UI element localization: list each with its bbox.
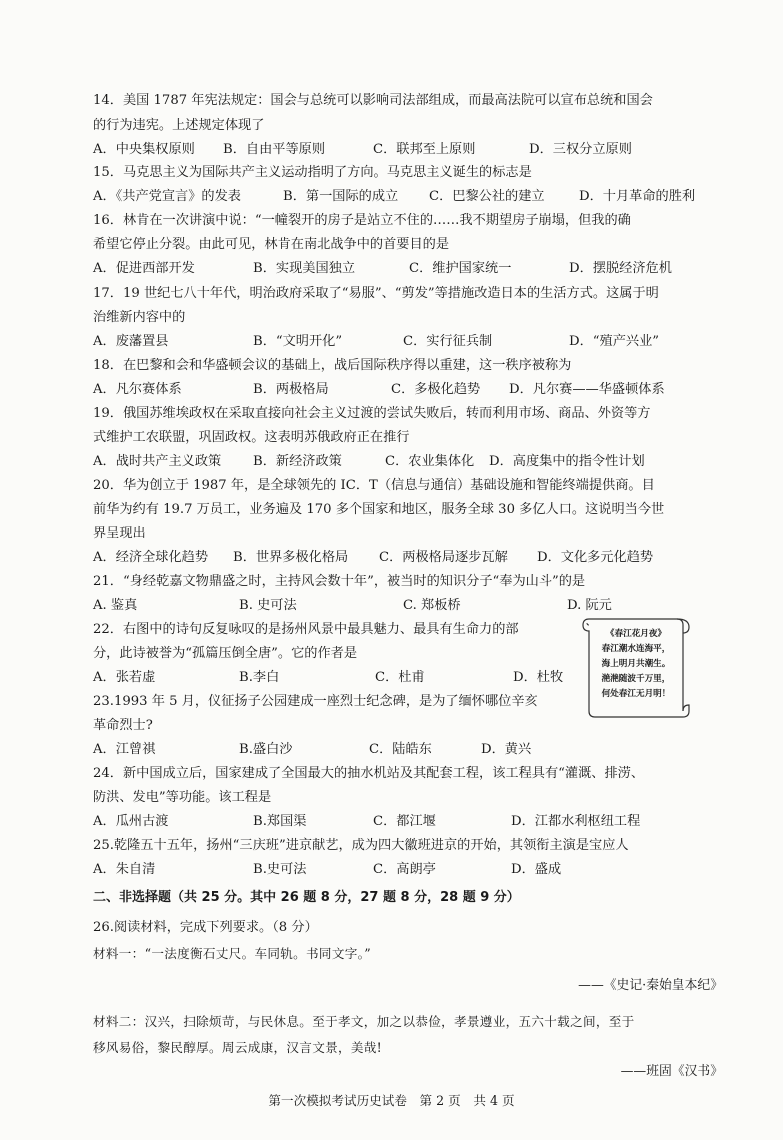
q26-material-one: 材料一：“一法度衡石丈尺。车同轨。书同文字。” [93, 946, 371, 961]
poem-line-1: 春江潮水连海平， [601, 644, 671, 654]
q18-option-a: A．凡尔赛体系 [93, 382, 182, 397]
q14-option-c: C．联邦至上原则 [373, 142, 476, 157]
q16-option-c: C．维护国家统一 [409, 261, 512, 276]
q21-option-b: B. 史可法 [239, 598, 297, 613]
q26-material-two-line1: 材料二：汉兴，扫除烦苛，与民休息。至于孝文，加之以恭俭，孝景遵业，五六十载之间，至于 [93, 1014, 635, 1029]
q15-options [93, 187, 695, 207]
q17-option-c: C．实行征兵制 [403, 334, 493, 349]
q25-option-d: D．盛成 [511, 862, 562, 877]
q14-option-a: A．中央集权原则 [93, 142, 195, 157]
poem-line-3: 滟滟随波千万里， [601, 674, 671, 684]
q22-options [93, 668, 563, 688]
q22-option-b: B.李白 [239, 670, 280, 685]
q17-stem-line1: 17．19 世纪七八十年代，明治政府采取了“易服”、“剪发”等措施改造日本的生活方式。这属于明 [93, 286, 659, 301]
q22-stem-line1: 22．右图中的诗句反复咏叹的是扬州风景中最具魅力、最具有生命力的部 [93, 622, 519, 637]
poem-text [593, 627, 679, 702]
q20-option-d: D．文化多元化趋势 [537, 550, 654, 565]
q20-stem-line3: 界呈现出 [93, 526, 146, 541]
q19-stem-line2: 式维护工农联盟，巩固政权。这表明苏俄政府正在推行 [93, 430, 410, 445]
q26-material-two-line2: 移风易俗，黎民醇厚。周云成康，汉言文景，美哉! [93, 1040, 383, 1055]
q18-option-d: D．凡尔赛——华盛顿体系 [509, 382, 665, 397]
q25-options [93, 860, 561, 880]
q19-option-a: A．战时共产主义政策 [93, 454, 222, 469]
q22-option-c: C．杜甫 [375, 670, 425, 685]
q25-option-c: C．高朗亭 [373, 862, 436, 877]
q17-stem-line2: 治维新内容中的 [93, 310, 186, 325]
q15-option-a: A．《共产党宣言》的发表 [93, 189, 241, 204]
q24-option-a: A．瓜州古渡 [93, 814, 169, 829]
q20-option-b: B．世界多极化格局 [233, 550, 349, 565]
q24-stem-line1: 24．新中国成立后，国家建成了全国最大的抽水机站及其配套工程，该工程具有“灌溉、排涝、 [93, 766, 645, 781]
poem-line-4: 何处春江无月明！ [601, 689, 671, 699]
q24-options [93, 812, 640, 832]
q21-option-c: C. 郑板桥 [403, 598, 461, 613]
q15-option-d: D．十月革命的胜利 [579, 189, 696, 204]
q21-options [93, 596, 612, 616]
q23-options [93, 740, 531, 760]
q16-option-a: A．促进西部开发 [93, 261, 195, 276]
q18-options [93, 380, 665, 400]
q23-option-c: C．陆皓东 [369, 742, 432, 757]
q23-option-b: B.盛白沙 [239, 742, 293, 757]
q15-stem-line1: 15．马克思主义为国际共产主义运动指明了方向。马克思主义诞生的标志是 [93, 165, 532, 180]
q25-option-a: A．朱自清 [93, 862, 156, 877]
q24-option-d: D．江都水利枢纽工程 [511, 814, 641, 829]
q17-option-a: A．废藩置县 [93, 334, 169, 349]
q26-material-two-source: ——班固《汉书》 [620, 1064, 723, 1079]
q19-options [93, 452, 645, 472]
poem-title: 《春江花月夜》 [605, 629, 667, 639]
q24-option-b: B.郑国渠 [253, 814, 307, 829]
q17-option-b: B．“文明开化” [253, 334, 343, 349]
q16-stem-line1: 16．林肯在一次讲演中说：“一幢裂开的房子是站立不住的……我不期望房子崩塌，但我的确 [93, 213, 631, 228]
q20-option-a: A．经济全球化趋势 [93, 550, 209, 565]
q18-option-b: B．两极格局 [253, 382, 329, 397]
q23-option-d: D．黄兴 [481, 742, 532, 757]
poem-line-2: 海上明月共潮生。 [601, 659, 671, 669]
q17-options [93, 332, 659, 352]
q20-stem-line1: 20．华为创立于 1987 年，是全球领先的 IC．T（信息与通信）基础设施和智能终端提供商。目 [93, 478, 655, 493]
q16-stem-line2: 希望它停止分裂。由此可见，林肯在南北战争中的首要目的是 [93, 237, 450, 252]
q14-stem-line1: 14．美国 1787 年宪法规定：国会与总统可以影响司法部组成，而最高法院可以宣布总统和国会 [93, 93, 653, 108]
q14-stem-line2: 的行为违宪。上述规定体现了 [93, 118, 265, 133]
q25-stem-line1: 25.乾隆五十五年，扬州“三庆班”进京献艺，成为四大徽班进京的开始，其领衔主演是宝应人 [93, 838, 629, 853]
q25-option-b: B.史可法 [253, 862, 307, 877]
section-two-heading: 二、非选择题（共 25 分。其中 26 题 8 分，27 题 8 分，28 题 9 分） [93, 890, 520, 905]
page-footer: 第一次模拟考试历史试卷 第 2 页 共 4 页 [268, 1093, 515, 1108]
q17-option-d: D．“殖产兴业” [569, 334, 659, 349]
q26-instruction: 26.阅读材料，完成下列要求。（8 分） [93, 920, 318, 935]
q19-stem-line1: 19．俄国苏维埃政权在采取直接向社会主义过渡的尝试失败后，转而利用市场、商品、外资等方 [93, 406, 651, 421]
q14-options [93, 140, 632, 160]
q16-option-b: B．实现美国独立 [253, 261, 356, 276]
q19-option-b: B．新经济政策 [253, 454, 342, 469]
q23-option-a: A．江曾祺 [93, 742, 156, 757]
poem-scroll-image [579, 613, 693, 723]
q14-option-b: B．自由平等原则 [223, 142, 326, 157]
q20-option-c: C．两极格局逐步瓦解 [379, 550, 508, 565]
q26-material-one-source: ——《史记·秦始皇本纪》 [578, 978, 723, 993]
q14-option-d: D．三权分立原则 [529, 142, 632, 157]
q16-options [93, 259, 672, 279]
q23-stem-line2: 革命烈士? [93, 718, 153, 733]
q20-options [93, 548, 653, 568]
q19-option-d: D．高度集中的指令性计划 [489, 454, 645, 469]
q22-option-a: A．张若虚 [93, 670, 156, 685]
q22-option-d: D．杜牧 [513, 670, 564, 685]
q18-option-c: C．多极化趋势 [391, 382, 481, 397]
q24-option-c: C．都江堰 [373, 814, 436, 829]
q21-option-d: D. 阮元 [567, 598, 612, 613]
q21-option-a: A. 鉴真 [93, 598, 138, 613]
q18-stem-line1: 18．在巴黎和会和华盛顿会议的基础上，战后国际秩序得以重建，这一秩序被称为 [93, 358, 572, 373]
q22-stem-line2: 分，此诗被誉为“孤篇压倒全唐”。它的作者是 [93, 646, 358, 661]
q20-stem-line2: 前华为约有 19.7 万员工，业务遍及 170 多个国家和地区，服务全球 30 多亿人口。这说明当今世 [93, 502, 665, 517]
q15-option-b: B．第一国际的成立 [283, 189, 399, 204]
q23-stem-line1: 23.1993 年 5 月，仪征扬子公园建成一座烈士纪念碑，是为了缅怀哪位辛亥 [93, 694, 538, 709]
q16-option-d: D．摆脱经济危机 [569, 261, 672, 276]
q19-option-c: C．农业集体化 [385, 454, 475, 469]
q24-stem-line2: 防洪、发电”等功能。该工程是 [93, 790, 272, 805]
q15-option-c: C．巴黎公社的建立 [429, 189, 545, 204]
q21-stem-line1: 21．“身经乾嘉文物鼎盛之时，主持风会数十年”，被当时的知识分子“奉为山斗”的是 [93, 574, 586, 589]
